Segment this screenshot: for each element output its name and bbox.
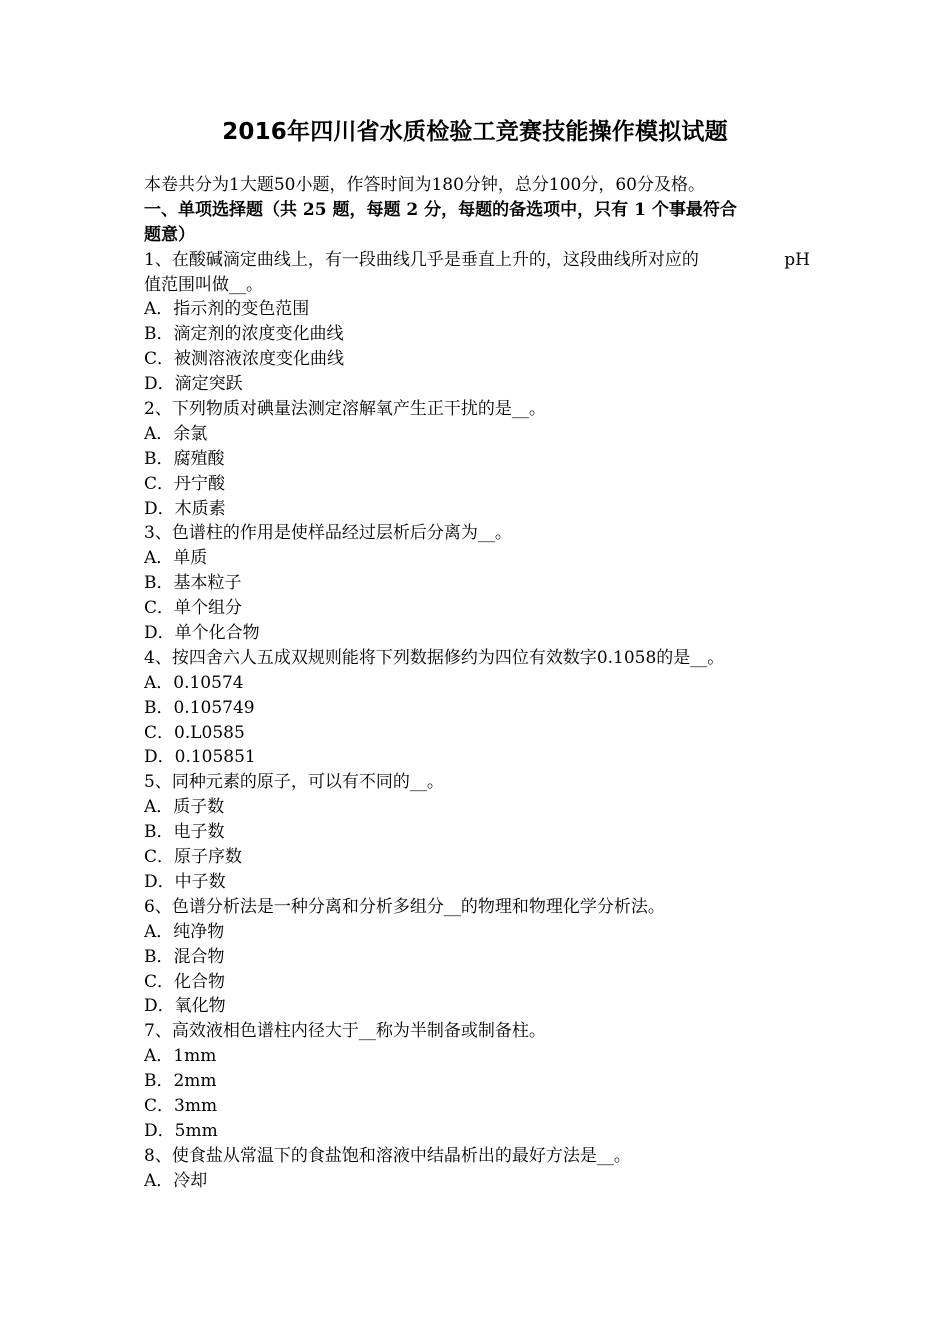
question-1 bbox=[144, 248, 810, 397]
question-4 bbox=[144, 646, 810, 770]
option-b: B．混合物 bbox=[144, 946, 225, 967]
option-b: B．0.105749 bbox=[144, 697, 255, 718]
exam-intro: 本卷共分为1大题50小题，作答时间为180分钟，总分100分，60分及格。 bbox=[144, 175, 705, 195]
question-stem-text: 1、在酸碱滴定曲线上，有一段曲线几乎是垂直上升的，这段曲线所对应的 bbox=[144, 249, 699, 270]
section-heading-line1: 一、单项选择题（共 25 题，每题 2 分，每题的备选项中，只有 1 个事最符合 bbox=[144, 199, 737, 220]
document-title: 2016年四川省水质检验工竞赛技能操作模拟试题 bbox=[222, 119, 728, 145]
question-stem: 8、使食盐从常温下的食盐饱和溶液中结晶析出的最好方法是__。 bbox=[144, 1145, 631, 1166]
question-stem bbox=[144, 248, 810, 273]
option-b: B．滴定剂的浓度变化曲线 bbox=[144, 324, 344, 345]
option-a: A．冷却 bbox=[144, 1170, 208, 1191]
question-2 bbox=[144, 397, 810, 521]
option-b: B．腐殖酸 bbox=[144, 448, 225, 469]
option-b: B．基本粒子 bbox=[144, 573, 242, 594]
question-stem-continued: 值范围叫做__。 bbox=[144, 274, 263, 295]
question-stem: 6、色谱分析法是一种分离和分析多组分__的物理和物理化学分析法。 bbox=[144, 896, 665, 917]
option-a: A．纯净物 bbox=[144, 921, 225, 942]
question-3 bbox=[144, 521, 810, 645]
question-stem: 5、同种元素的原子，可以有不同的__。 bbox=[144, 772, 444, 793]
question-stem: 2、下列物质对碘量法测定溶解氧产生正干扰的是__。 bbox=[144, 399, 546, 420]
option-a: A．质子数 bbox=[144, 797, 225, 818]
option-d: D．单个化合物 bbox=[144, 623, 260, 644]
option-d: D．中子数 bbox=[144, 871, 226, 892]
option-a: A．指示剂的变色范围 bbox=[144, 299, 310, 320]
section-heading-line2: 题意） bbox=[144, 224, 195, 245]
option-c: C．3mm bbox=[144, 1095, 218, 1116]
question-stem: 3、色谱柱的作用是使样品经过层析后分离为__。 bbox=[144, 523, 512, 544]
option-d: D．氧化物 bbox=[144, 996, 226, 1017]
option-c: C．单个组分 bbox=[144, 598, 243, 619]
option-c: C．0.L0585 bbox=[144, 722, 245, 743]
document-body bbox=[144, 173, 810, 1194]
option-c: C．丹宁酸 bbox=[144, 473, 226, 494]
option-d: D．5mm bbox=[144, 1120, 218, 1141]
option-c: C．化合物 bbox=[144, 971, 226, 992]
option-b: B．电子数 bbox=[144, 822, 225, 843]
question-8 bbox=[144, 1144, 810, 1194]
option-c: C．原子序数 bbox=[144, 847, 243, 868]
option-d: D．0.105851 bbox=[144, 747, 256, 768]
option-a: A．1mm bbox=[144, 1046, 217, 1067]
option-c: C．被测溶液浓度变化曲线 bbox=[144, 349, 345, 370]
question-5 bbox=[144, 770, 810, 894]
option-b: B．2mm bbox=[144, 1071, 217, 1092]
option-a: A．余氯 bbox=[144, 423, 208, 444]
question-stem-tail: pH bbox=[784, 249, 810, 270]
question-stem: 4、按四舍六人五成双规则能将下列数据修约为四位有效数字0.1058的是__。 bbox=[144, 647, 725, 668]
option-a: A．单质 bbox=[144, 548, 208, 569]
option-d: D．木质素 bbox=[144, 498, 226, 519]
question-6 bbox=[144, 895, 810, 1019]
question-stem: 7、高效液相色谱柱内径大于__称为半制备或制备柱。 bbox=[144, 1021, 546, 1042]
option-d: D．滴定突跃 bbox=[144, 374, 243, 395]
question-7 bbox=[144, 1019, 810, 1143]
option-a: A．0.10574 bbox=[144, 672, 244, 693]
